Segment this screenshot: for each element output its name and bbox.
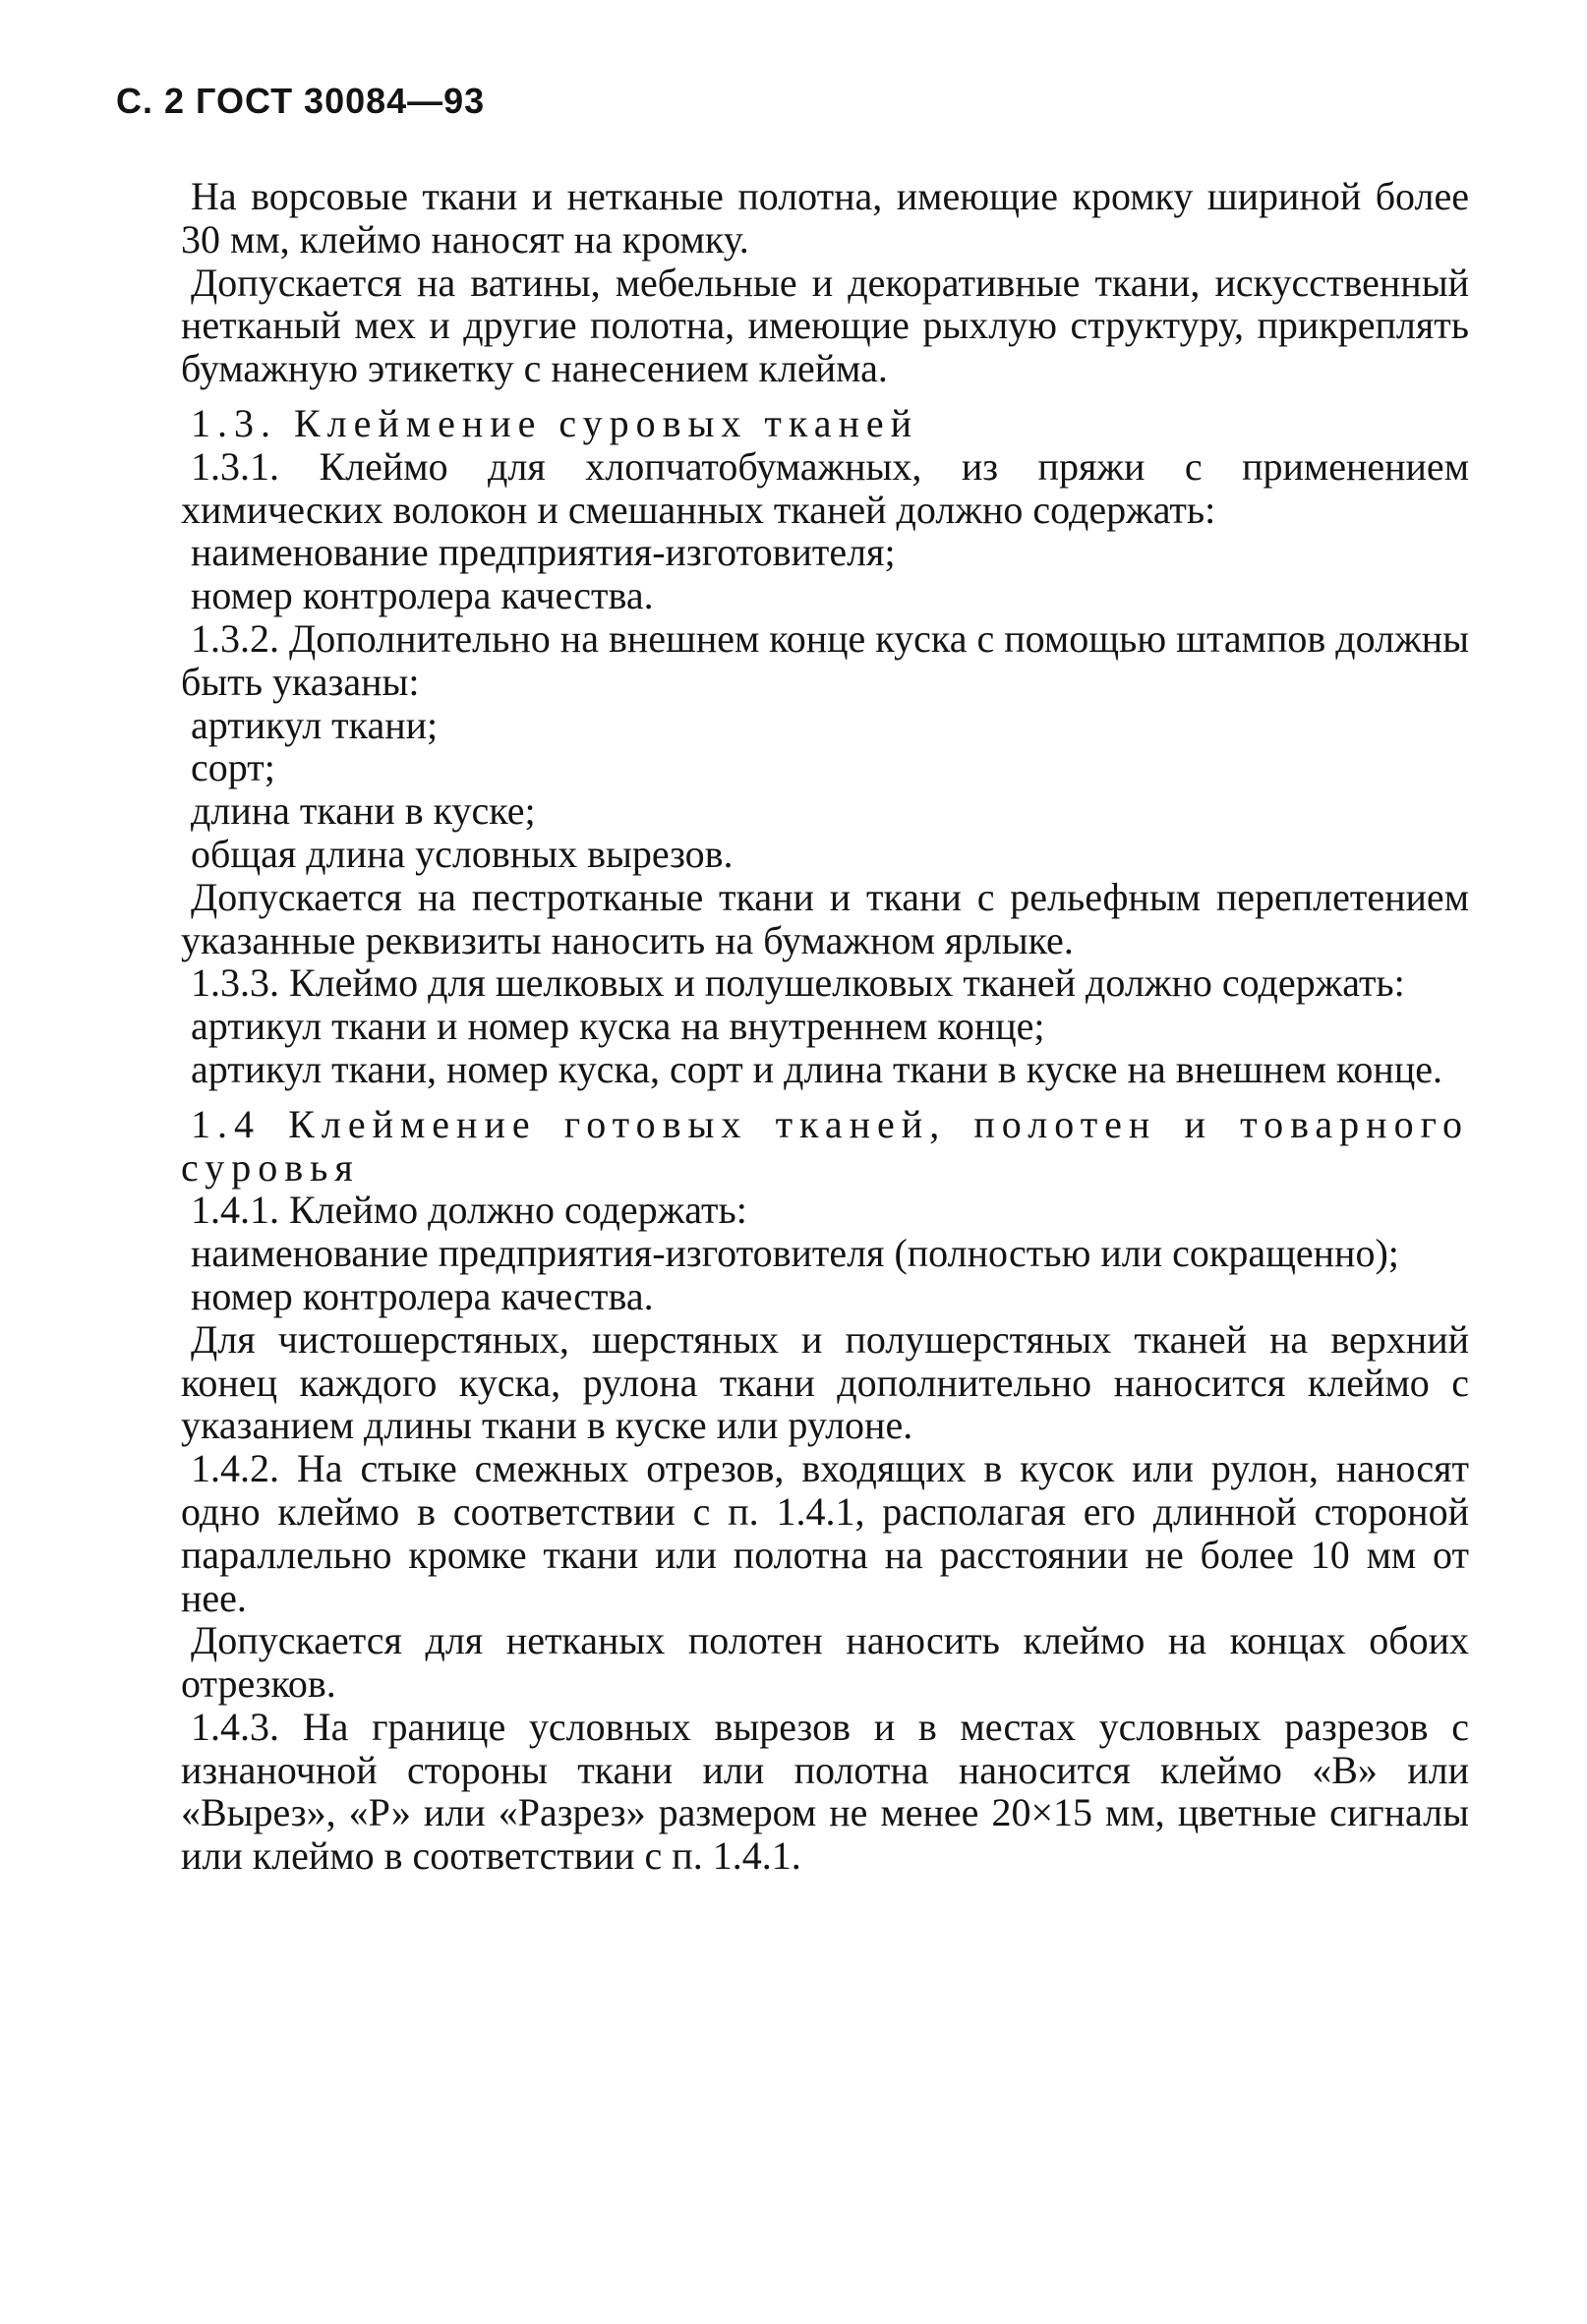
paragraph-1-3-1: 1.3.1. Клеймо для хлопчатобумажных, из пряжи с применением химических волокон и смешанных тканей должно содержать: <box>181 443 1469 532</box>
paragraph-1-3-3: 1.3.3. Клеймо для шелковых и полушелковых тканей должно содержать: <box>191 960 1405 1006</box>
list-item-manufacturer-full: наименование предприятия-изготовителя (полностью или сокращенно); <box>191 1231 1399 1276</box>
paragraph-1-4-2: 1.4.2. На стыке смежных отрезов, входящих в кусок или рулон, наносят одно клеймо в соответствии с п. 1.4.1, располагая его длинной стороной параллельно кромке ткани или полотна на расстоянии не более 10 мм от нее. <box>181 1446 1469 1620</box>
paragraph-batting-label: Допускается на ватины, мебельные и декоративные ткани, искусственный нетканый мех и другие полотна, имеющие рыхлую структуру, прикреплять бумажную этикетку с нанесением клейма. <box>181 260 1469 391</box>
paragraph-nonwoven: Допускается для нетканых полотен наносить клеймо на концах обоих отрезков. <box>181 1618 1469 1707</box>
section-heading-1-3: 1.3. Клеймение суровых тканей <box>191 400 919 445</box>
list-item-length: длина ткани в куске; <box>191 788 536 834</box>
list-item-inner-end: артикул ткани и номер куска на внутреннем конце; <box>191 1004 1045 1049</box>
paragraph-pile-fabrics: На ворсовые ткани и нетканые полотна, имеющие кромку шириной более 30 мм, клеймо наносят на кромку. <box>181 174 1469 261</box>
paragraph-1-4-3: 1.4.3. На границе условных вырезов и в местах условных разрезов с изнаночной стороны ткани или полотна наносится клеймо «В» или «Вырез», «Р» или «Разрез» размером не менее 20×15 мм, цветные сигналы или клеймо в соответствии с п. 1.4.1. <box>181 1704 1469 1879</box>
list-item-cut-length: общая длина условных вырезов. <box>191 831 734 876</box>
list-item-outer-end: артикул ткани, номер куска, сорт и длина ткани в куске на внешнем конце. <box>191 1046 1442 1091</box>
list-item-manufacturer-name: наименование предприятия-изготовителя; <box>191 530 896 575</box>
section-heading-1-4: 1.4 Клеймение готовых тканей, полотен и товарного суровья <box>181 1101 1469 1190</box>
list-item-inspector-number: номер контролера качества. <box>191 573 654 618</box>
paragraph-wool-fabrics: Для чистошерстяных, шерстяных и полушерстяных тканей на верхний конец каждого куска, рулона ткани дополнительно наносится клеймо с указанием длины ткани в куске или рулоне. <box>181 1316 1469 1448</box>
page-header: С. 2 ГОСТ 30084—93 <box>116 81 486 121</box>
document-body <box>181 175 1469 1878</box>
paragraph-1-3-2: 1.3.2. Дополнительно на внешнем конце куска с помощью штампов должны быть указаны: <box>181 615 1469 704</box>
list-item-inspector-number-2: номер контролера качества. <box>191 1273 654 1318</box>
paragraph-multicolor-fabrics: Допускается на пестротканые ткани и ткани с рельефным переплетением указанные реквизиты наносить на бумажном ярлыке. <box>181 874 1469 962</box>
paragraph-1-4-1: 1.4.1. Клеймо должно содержать: <box>191 1188 747 1233</box>
list-item-article: артикул ткани; <box>191 702 439 747</box>
list-item-grade: сорт; <box>191 745 275 790</box>
